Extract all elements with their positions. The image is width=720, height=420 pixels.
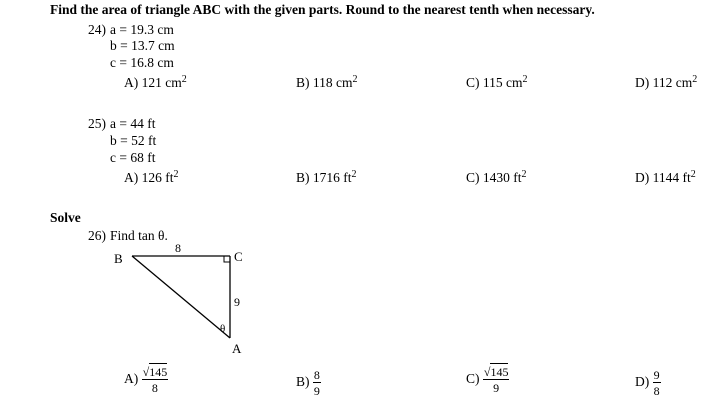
side-ab [132, 256, 230, 338]
problem-26-choice-d: D) $\frac{9}{8}$ [635, 368, 660, 398]
problem-25-choice-d: D) 1144 $ft^2$ [635, 169, 696, 185]
vertex-c-label: C [234, 249, 243, 264]
problem-25-given-b: b = 52 ft [110, 133, 157, 148]
problem-24-number: 24) [88, 22, 106, 37]
solve-heading: Solve [50, 210, 81, 225]
problem-24-choice-a: A) 121 $cm^2$ [124, 74, 187, 90]
problem-24-given-a: a = 19.3 cm [110, 22, 174, 37]
vertex-a-label: A [232, 341, 242, 356]
fraction-c: $\frac{√145}{9}$ [483, 365, 509, 395]
fraction-d: $\frac{9}{8}$ [653, 368, 660, 398]
problem-25-number: 25) [88, 116, 106, 131]
problem-24-choice-c: C) 115 $cm^2$ [466, 74, 528, 90]
problem-26-number: 26) [88, 228, 106, 243]
problem-24-choice-b: B) 118 $cm^2$ [296, 74, 358, 90]
problem-24-choice-d: D) 112 $cm^2$ [635, 74, 698, 90]
problem-26-choice-a: A) $\frac{√145}{8}$ [124, 365, 168, 395]
problem-26-choice-c: C) $\frac{√145}{9}$ [466, 365, 509, 395]
problem-25-choice-c: C) 1430 $ft^2$ [466, 169, 527, 185]
problem-25-given-c: c = 68 ft [110, 150, 156, 165]
instructions-heading: Find the area of triangle ABC with the given parts. Round to the nearest tenth when necessary. [50, 2, 595, 17]
vertex-b-label: B [114, 251, 123, 266]
right-angle-marker [224, 256, 230, 262]
fraction-b: $\frac{8}{9}$ [313, 368, 320, 398]
problem-24-given-c: c = 16.8 cm [110, 55, 174, 70]
problem-26-prompt: Find tan θ. [110, 228, 168, 243]
problem-24-given-b: b = 13.7 cm [110, 38, 175, 53]
problem-25-choice-a: A) 126 $ft^2$ [124, 169, 179, 185]
problem-25-given-a: a = 44 ft [110, 116, 156, 131]
side-bc-label: 8 [175, 242, 181, 255]
angle-theta-label: θ [220, 323, 226, 335]
triangle-diagram [110, 242, 260, 362]
side-ca-label: 9 [234, 295, 240, 309]
problem-26-choice-b: B) $\frac{8}{9}$ [296, 368, 320, 398]
fraction-a: $\frac{√145}{8}$ [142, 365, 168, 395]
problem-25-choice-b: B) 1716 $ft^2$ [296, 169, 357, 185]
